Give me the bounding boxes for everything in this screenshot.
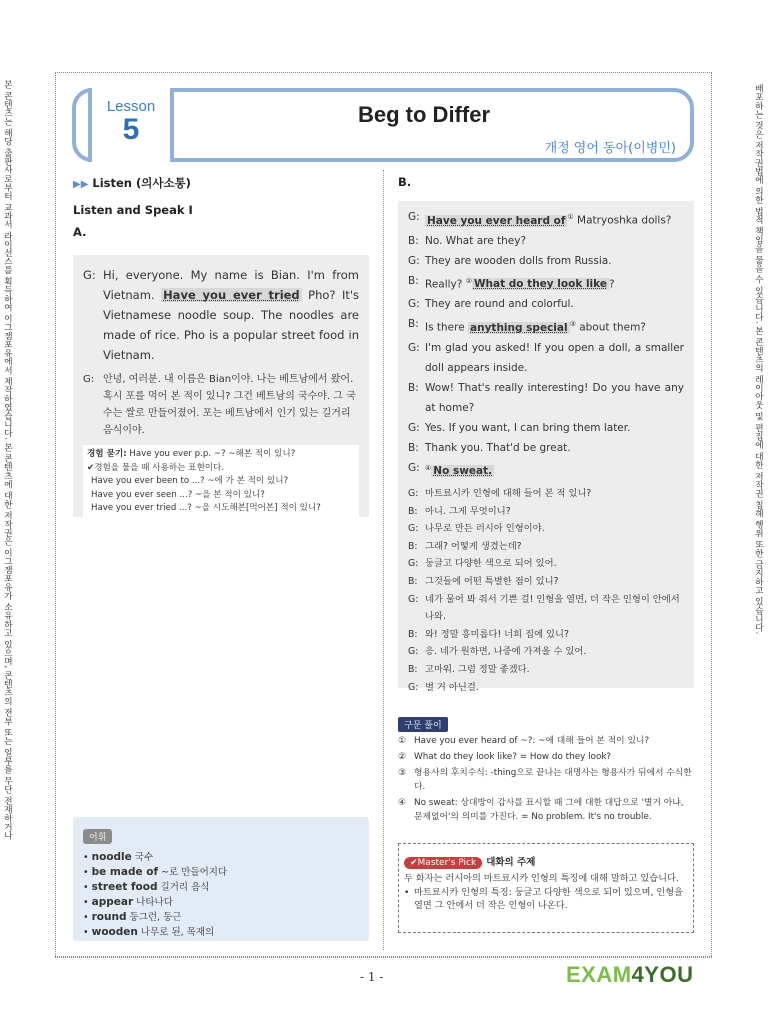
footnote-marker: ① — [567, 213, 574, 221]
speaker-label: G: — [83, 374, 95, 385]
line-text-rest: Matryoshka dolls? — [577, 214, 672, 227]
vocab-term: wooden — [91, 926, 138, 938]
translation-text: 그것들에 어떤 특별한 점이 있니? — [425, 575, 559, 587]
vocab-term: street food — [91, 881, 158, 893]
note-heading-label: 경험 묻기: — [87, 449, 127, 459]
pick-summary: 두 화자는 러시아의 마트료시카 인형의 특징에 대해 말하고 있습니다. — [404, 873, 679, 884]
explanation-item — [398, 734, 694, 748]
speaker-label: B: — [408, 234, 419, 247]
translation-text: 그래? 어떻게 생겼는데? — [425, 540, 522, 552]
dialog-line — [408, 231, 684, 251]
explanation-item — [398, 766, 694, 794]
translation-line — [408, 503, 684, 521]
translation-line — [408, 679, 684, 697]
vocab-meaning: 나무로 된, 목재의 — [140, 927, 215, 938]
translation-line — [408, 555, 684, 573]
explanation-text: What do they look like? = How do they look? — [414, 752, 612, 762]
speaker-label: G: — [408, 488, 419, 499]
pick-bullet — [404, 886, 688, 913]
vocabulary-list — [83, 850, 359, 940]
masters-pick-box — [398, 843, 694, 933]
translation-text: 네가 물어 봐 줘서 기쁜 걸! 인형을 열면, 더 작은 인형이 안에서 나와. — [425, 593, 680, 623]
speaker-label: G: — [408, 341, 420, 354]
note-usage: ✔경험을 물을 때 사용하는 표현이다. — [87, 462, 225, 473]
note-heading-text: Have you ever p.p. ~? ~해본 적이 있니? — [129, 449, 296, 459]
dialog-line — [408, 251, 684, 271]
footer-divider — [55, 956, 712, 957]
speaker-label: G: — [408, 421, 420, 434]
note-example: Have you ever tried ...? ~을 시도해본[먹어본] 적이 있니? — [91, 503, 321, 513]
speaker-label: G: — [408, 646, 419, 658]
dialog-a-text-pre: Hi, everyone. My name is Bian. I'm from Vietnam. — [103, 268, 359, 302]
line-text — [425, 314, 646, 338]
vocab-item: • be made of ~로 만들어지다 — [83, 866, 228, 878]
subsection-heading: Listen and Speak I — [73, 203, 193, 217]
speaker-label: B: — [408, 318, 419, 330]
pick-bullet-text: 마트료시카 인형의 특징: 둥글고 다양한 색으로 되어 있으며, 인형을 열면 그 안에서 더 작은 인형이 나온다. — [414, 886, 684, 911]
note-example: Have you ever seen ...? ~을 본 적이 있니? — [91, 489, 265, 500]
speaker-label: B: — [408, 663, 418, 675]
line-text: No. What are they? — [425, 234, 527, 247]
vocab-meaning: 둥그런, 둥근 — [129, 912, 182, 923]
note-example: Have you ever been to ...? ~에 가 본 적이 있니? — [91, 476, 289, 486]
explanation-number: ② — [398, 752, 406, 762]
dialog-line — [408, 418, 684, 438]
column-divider — [383, 170, 384, 950]
line-text-pre: Is there — [425, 321, 465, 334]
speaker-label: B: — [408, 628, 418, 640]
explanation-item — [398, 750, 694, 764]
translation-text: 고마워. 그럼 정말 좋겠다. — [425, 663, 530, 675]
part-a-label: A. — [73, 225, 87, 239]
right-column — [398, 175, 694, 911]
left-column — [73, 175, 370, 938]
dialog-a-translation: 안녕, 여러분. 내 이름은 Bian이야. 나는 베트남에서 왔어. 혹시 포를 먹어 본 적이 있니? 그건 베트남의 국수야. 그 국수는 쌀로 만들어졌어. 포는 베트남에서 인기 있는 길거리 음식이야. — [103, 374, 356, 436]
section-heading-text: Listen (의사소통) — [92, 176, 191, 190]
dialog-a-english — [83, 265, 359, 365]
double-arrow-icon: ▶▶ — [73, 179, 89, 190]
dialog-a-box — [73, 255, 369, 517]
line-text — [425, 458, 494, 482]
logo-text-exam: EXAM — [566, 962, 632, 987]
dialog-line — [408, 338, 684, 378]
pick-title: 대화의 주제 — [486, 857, 536, 868]
vocab-meaning: ~로 만들어지다 — [161, 867, 228, 878]
pick-header — [404, 850, 688, 869]
key-expression: anything special — [470, 321, 568, 334]
dialog-line — [408, 207, 684, 231]
copyright-notice-left: 본 콘텐츠는 해당 출판사로부터 교과서 라이선스를 획득하여 이그잼포유에서 제작하였습니다. 본 콘텐츠에 대한 저작권은 이그잼포유가 소유하고 있으며, 콘텐츠의 전부 또는 일부를 무단 전재하거나 — [2, 80, 13, 840]
explanation-text: No sweat: 상대방이 감사를 표시할 때 그에 대한 대답으로 '별거 아냐, 문제없어'의 의미를 가진다. = No problem. It's no trouble. — [414, 798, 684, 822]
explanation-number: ④ — [398, 798, 406, 808]
speaker-label: B: — [408, 505, 418, 517]
logo-text-4you: 4YOU — [631, 962, 694, 987]
lesson-number: 5 — [122, 113, 140, 146]
vocab-meaning: 나타나다 — [136, 897, 173, 908]
key-expression: No sweat. — [433, 465, 493, 477]
speaker-label: G: — [408, 298, 420, 310]
dialog-line — [408, 271, 684, 295]
speaker-label: B: — [408, 274, 419, 287]
bullet-icon: • — [404, 886, 410, 898]
explanation-number: ① — [398, 736, 406, 746]
vocab-item: • appear 나타나다 — [83, 896, 173, 908]
footnote-marker: ③ — [569, 320, 576, 328]
dialog-a-korean — [83, 371, 359, 439]
page-number: - 1 - — [360, 970, 384, 984]
line-text-post: about them? — [579, 321, 646, 334]
line-text — [425, 207, 671, 231]
part-b-label: B. — [398, 175, 412, 189]
dialog-line — [408, 294, 684, 314]
speaker-label: B: — [408, 540, 418, 552]
key-expression: Have you ever tried — [163, 288, 300, 302]
translation-text: 둥글고 다양한 색으로 되어 있어. — [425, 558, 557, 570]
copyright-notice-right: 배포하는 것은 저작권법에 의한 법적 책임을 물을 수 있습니다. 본 콘텐츠의 레이아웃 및 편집에 대한 저작권 침해 행위 또한 금지하고 있습니다. — [753, 84, 764, 635]
translation-line — [408, 591, 684, 626]
translation-line — [408, 626, 684, 644]
lesson-title: Beg to Differ — [358, 102, 490, 127]
grammar-explanation — [398, 713, 694, 824]
vocab-item: • noodle 국수 — [83, 851, 154, 863]
vocab-term: be made of — [91, 866, 159, 878]
explanation-text: 형용사의 후치수식: -thing으로 끝나는 대명사는 형용사가 뒤에서 수식한다. — [414, 768, 692, 792]
lesson-label: Lesson — [106, 98, 156, 115]
note-heading — [87, 448, 355, 462]
dialog-a-text — [103, 265, 359, 365]
masters-pick-tag: ✔Master's Pick — [404, 857, 482, 869]
speaker-label: G: — [408, 681, 419, 693]
explanation-item — [398, 796, 694, 824]
dialog-line — [408, 438, 684, 458]
line-text: They are wooden dolls from Russia. — [425, 254, 612, 267]
translation-text: 응. 네가 원하면, 나중에 가져올 수 있어. — [425, 646, 587, 658]
vocabulary-tag: 어휘 — [83, 829, 112, 844]
speaker-label: B: — [408, 575, 418, 587]
speaker-label: G: — [83, 268, 96, 282]
translation-text: 나무로 만든 러시아 인형이야. — [425, 523, 545, 535]
translation-text: 별 거 아닌걸. — [425, 681, 479, 693]
footnote-marker: ④ — [425, 463, 432, 472]
dialog-b-box — [398, 201, 694, 693]
explanation-text: Have you ever heard of ~?: ~에 대해 들어 본 적이 있니? — [414, 736, 650, 746]
vocab-item: • street food 길거리 음식 — [83, 881, 210, 893]
explanation-tag: 구문 풀이 — [398, 717, 448, 732]
key-expression: Have you ever heard of — [427, 214, 566, 227]
dialog-line — [408, 378, 684, 418]
vocab-term: appear — [91, 896, 134, 908]
exam4you-logo — [566, 962, 693, 988]
translation-text: 마트료시카 인형에 대해 들어 본 적 있니? — [425, 488, 592, 499]
translation-line — [408, 520, 684, 538]
translation-line — [408, 661, 684, 679]
line-text — [425, 271, 615, 295]
translation-text: 아니. 그게 무엇이니? — [425, 505, 511, 517]
translation-line — [408, 573, 684, 591]
speaker-label: G: — [408, 461, 420, 474]
vocab-term: round — [91, 911, 127, 923]
textbook-subtitle: 개정 영어 동아(이병민) — [544, 141, 676, 156]
section-heading — [73, 175, 370, 191]
vocab-meaning: 길거리 음식 — [160, 882, 210, 893]
line-text: Thank you. That'd be great. — [425, 441, 571, 454]
lesson-badge — [88, 88, 174, 162]
dialog-line — [408, 314, 684, 338]
line-text: Yes. If you want, I can bring them later. — [425, 421, 631, 434]
line-text: I'm glad you asked! If you open a doll, a smaller doll appears inside. — [425, 341, 684, 374]
key-expression: What do they look like — [473, 278, 607, 290]
vocab-meaning: 국수 — [134, 852, 154, 863]
vocabulary-box — [73, 817, 369, 941]
translation-text: 와! 정말 흥미롭다! 너희 집에 있니? — [425, 628, 569, 640]
translation-line — [408, 538, 684, 556]
vocab-item: • round 둥그런, 둥근 — [83, 911, 182, 923]
line-text: They are round and colorful. — [425, 298, 574, 310]
speaker-label: G: — [408, 523, 419, 535]
dialog-a-text-post: Pho? It's Vietnamese noodle soup. The noodles are made of rice. Pho is a popular street food in Vietnam. — [103, 288, 360, 362]
line-text-pre: Really? — [425, 278, 463, 290]
speaker-label: B: — [408, 441, 419, 454]
vocab-term: noodle — [91, 851, 132, 863]
vocab-item: • wooden 나무로 된, 목재의 — [83, 926, 215, 938]
translation-line — [408, 643, 684, 661]
line-text: Wow! That's really interesting! Do you have any at home? — [425, 381, 684, 414]
speaker-label: G: — [408, 254, 420, 267]
speaker-label: B: — [408, 381, 419, 394]
expression-note — [83, 445, 359, 519]
line-text-post: ? — [608, 278, 615, 290]
dialog-line — [408, 458, 684, 482]
speaker-label: G: — [408, 593, 419, 605]
footnote-marker: ② — [465, 276, 472, 285]
lesson-header — [72, 88, 694, 162]
explanation-number: ③ — [398, 768, 406, 778]
speaker-label: G: — [408, 211, 420, 223]
speaker-label: G: — [408, 558, 419, 570]
translation-line — [408, 485, 684, 503]
